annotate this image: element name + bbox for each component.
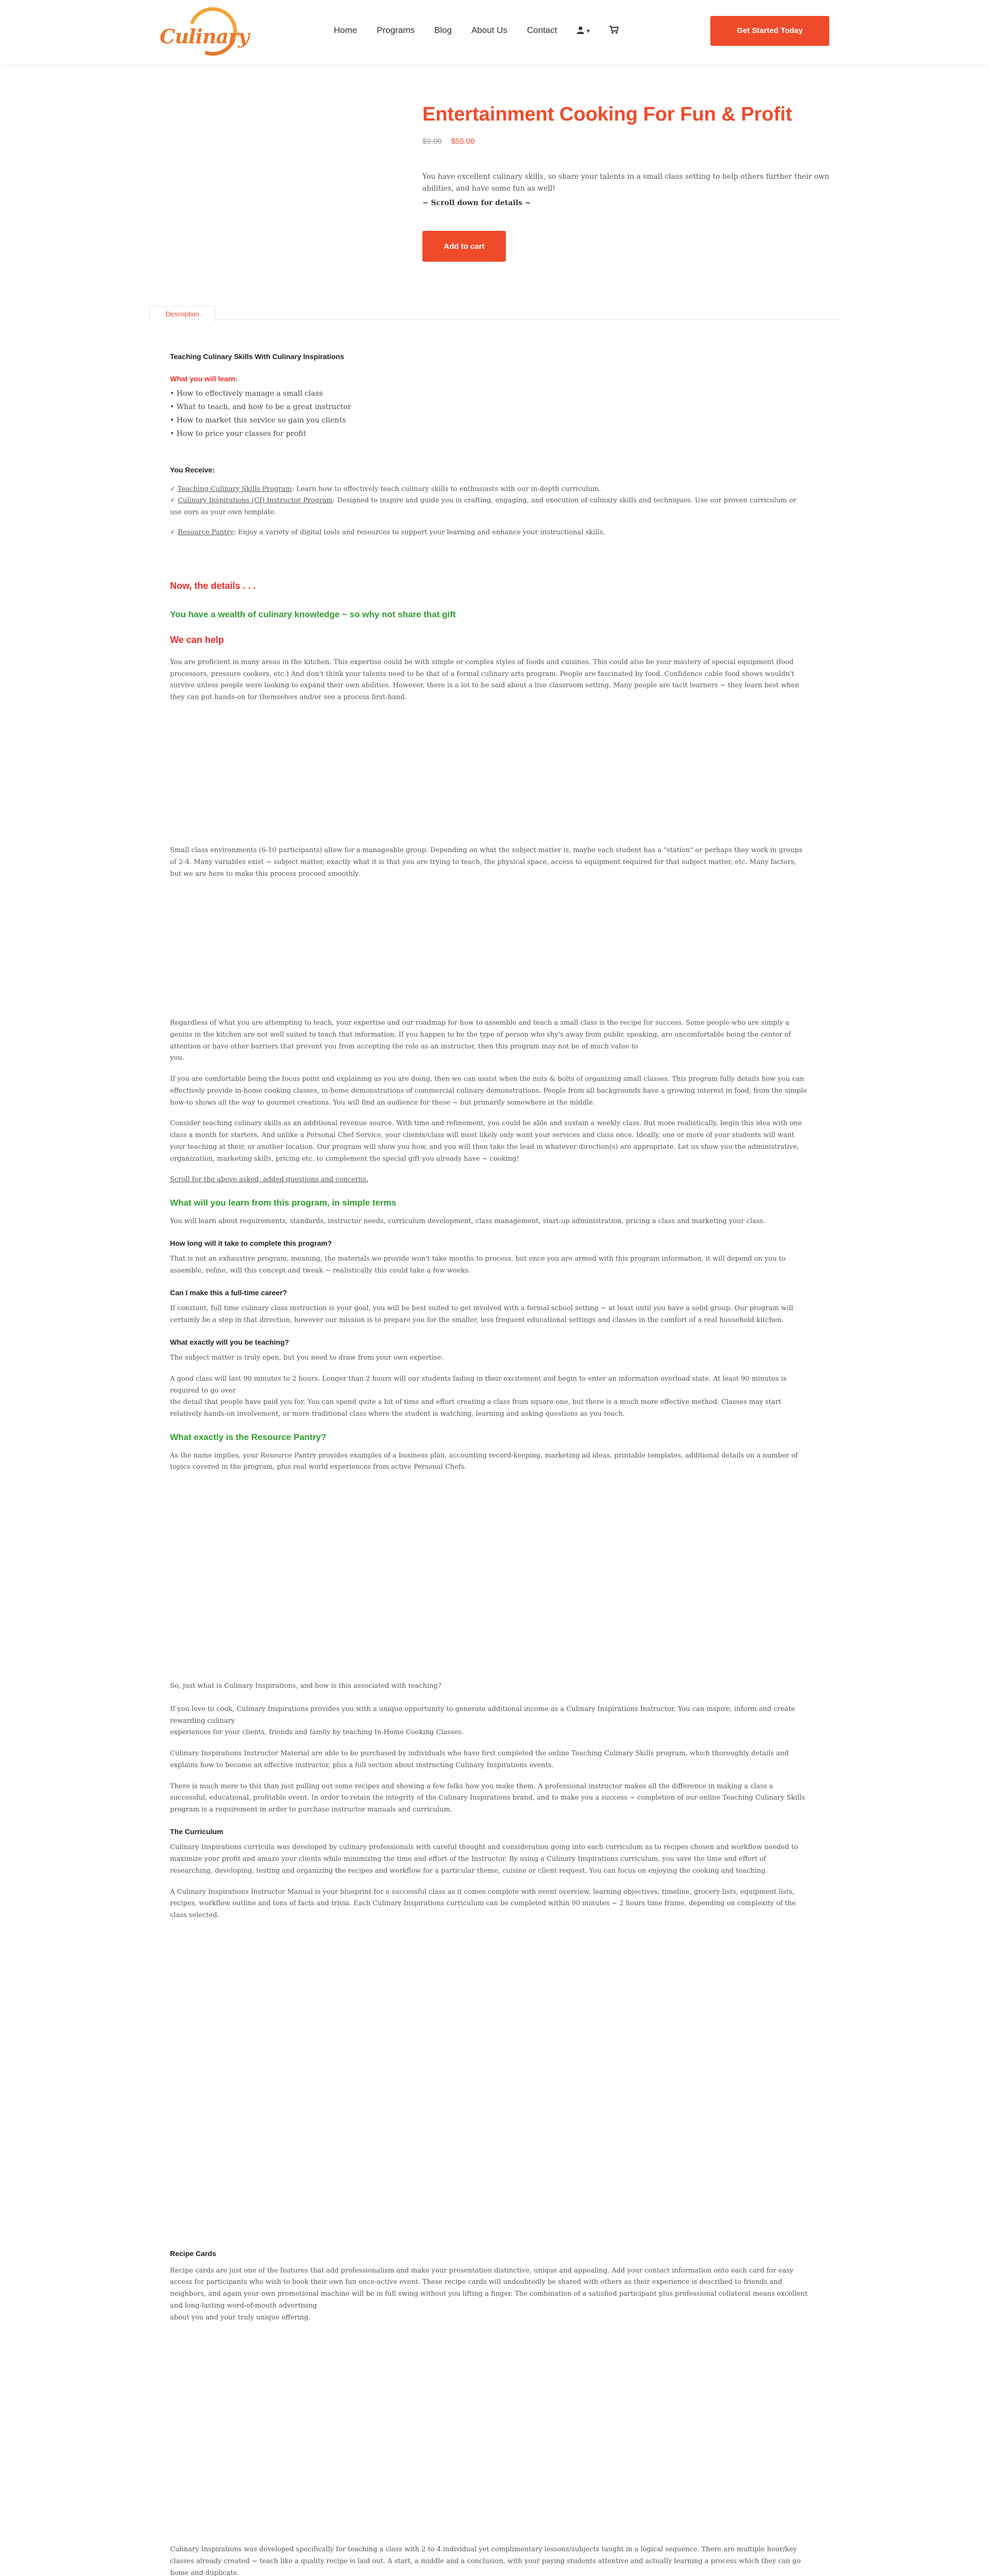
nav-blog[interactable]: Blog bbox=[434, 25, 452, 35]
paragraph-curriculum: Culinary Inspirations curricula was developed by culinary professionals with careful thought and consideration going into each curriculum as to recipes chosen and workflow needed to maximize your profit and amaze your clients while minimizing the time and effort of the Instructor. By using a Culinary Inspirations curriculum, you save the time and effort of researching, developing, testing and organizing the recipes and workflow for a particular theme, cuisine or client request. You can focus on enjoying the cooking and teaching. bbox=[170, 1843, 798, 1875]
scroll-hint: ~ Scroll down for details ~ bbox=[422, 199, 531, 207]
paragraph-small-class: Small class environments (6-10 participants) allow for a manageable group. Depending on what the subject matter is, maybe each student has a "station" or perhaps they work in groups of 2-4. Many variables exist ~ subject matter, exactly what it is that you are trying to teach, the physical space, access to equipment required for that subject matter, etc. Many factors, but we are here to make this process proceed smoothly. bbox=[170, 846, 803, 878]
receive-section: You Receive: ✓ Teaching Culinary Skills Program: Learn how to effectively teach culinary skills to enthusiasts with our in-depth curriculum. ✓ Culinary Inspirations (CI) Instructor Program: Designed to inspire and guide you in crafting, engaging, and execution of culinary skills and techniques. Use our proven curriculum or use ours as your own template. ✓ Resource Pantry: Enjoy a variety of digital tools and resources to support your learning and enhance your instructional skills. bbox=[170, 464, 809, 548]
paragraph-much-more: There is much more to this than just pulling out some recipes and showing a few folks how you make them. A professional instructor makes all the difference in making a class a successful, educational, profitable event. In order to retain the integrity of the Culinary Inspirations brand, and to make you a success ~ completion of our online Teaching Culinary Skills program is a requirement in order to purchase instructor manuals and curriculum. bbox=[170, 1782, 805, 1814]
get-started-button[interactable]: Get Started Today bbox=[710, 16, 829, 46]
cart-button[interactable] bbox=[609, 24, 619, 38]
receive-item-text: : Enjoy a variety of digital tools and resources to support your learning and enhance your instructional skills. bbox=[233, 528, 605, 536]
details-heading: Now, the details . . . bbox=[170, 581, 256, 591]
paragraph-regardless: Regardless of what you are attempting to teach, your expertise and our roadmap for how to assemble and teach a small class is the recipe for success. Some people who are simply a genius in the kitchen are not well suited to teach that information. If you happen to be the type of person who shy's away from public speaking, are uncomfortable being the center of attention or have other barriers that prevent you from accepting the role as an instructor, then this program may not be of much value to bbox=[170, 1019, 791, 1050]
paragraph-simple: You will learn about requirements, standards, instructor needs, curriculum development, class management, start-up administration, pricing a class and marketing your class. bbox=[170, 1217, 765, 1225]
curriculum-heading: The Curriculum bbox=[170, 1827, 224, 1836]
answer-career: If constant, full time culinary class instruction is your goal, you will be best suited to get involved with a formal school setting ~ at least until you have a solid group. Our program will certainly be a step in that direction, however our mission is to prepare you for the smaller, less frequent educational settings and classes in the comfort of a real household kitchen. bbox=[170, 1304, 793, 1324]
list-item: • How to price your classes for profit bbox=[170, 430, 306, 438]
price-original: $9.00 bbox=[422, 137, 442, 146]
tab-description[interactable]: Description bbox=[149, 306, 215, 323]
ci-instructor-link[interactable]: Culinary Inspirations (CI) Instructor Program bbox=[178, 497, 333, 505]
paragraph-what-is-ci: So, just what is Culinary Inspirations, and how is this associated with teaching? bbox=[170, 1682, 441, 1690]
regardless-section bbox=[170, 1018, 809, 1483]
price-row bbox=[422, 135, 475, 148]
resource-pantry-heading: What exactly is the Resource Pantry? bbox=[170, 1432, 327, 1442]
site-header bbox=[0, 0, 989, 64]
product-title: Entertainment Cooking For Fun & Profit bbox=[422, 104, 792, 125]
resource-pantry-link[interactable]: Resource Pantry bbox=[178, 528, 234, 536]
product-short-description: You have excellent culinary skills, so share your talents in a small class setting to help others further their own abilities, and have some fun as well! bbox=[422, 173, 829, 193]
answer-teaching: The subject matter is truly open, but you need to draw from your own expertise. bbox=[170, 1354, 444, 1362]
share-gift-heading: You have a wealth of culinary knowledge ~ so why not share that gift bbox=[170, 609, 456, 619]
we-can-help-heading: We can help bbox=[170, 635, 224, 646]
user-icon bbox=[577, 26, 584, 34]
paragraph-if-you-love: If you love to cook, Culinary Inspirations provides you with a unique opportunity to generate additional income as a Culinary Inspirations Instructor. You can inspire, inform and create rewarding culinary bbox=[170, 1705, 795, 1725]
paragraph-developed: Culinary Inspirations was developed specifically for teaching a class with 2 to 4 individual yet complimentary lessons/subjects taught in a logical sequence. There are multiple hour/key classes already created ~ teach like a quality recipe is laid out. A start, a middle and a conclusion, with your paying students attentive and actually learning a process which they can go home and duplicate. bbox=[170, 2546, 801, 2576]
question-career: Can I make this a full-time career? bbox=[170, 1288, 287, 1297]
paragraph-recipe-cards: Recipe cards are just one of the features that add professionalism and make your presentation distinctive, unique and appealing. Add your contact information onto each card for easy access for participants who wish to book their own fun once-active event. These recipe cards will undoubtedly be shared with others as their experience is described to friends and neighbors, and again your own promotional machine will be in full swing without you lifting a finger. The combination of a satisfied participant plus professional collateral means excellent and long-lasting word-of-mouth advertising bbox=[170, 2266, 808, 2310]
ci-section bbox=[170, 1681, 809, 1931]
nav-about-us[interactable]: About Us bbox=[471, 25, 508, 35]
nav-contact[interactable]: Contact bbox=[527, 25, 557, 35]
details-section bbox=[170, 578, 809, 713]
paragraph-proficient: You are proficient in many areas in the kitchen. This expertise could be with simple or complex styles of foods and cuisines. This could also be your mastery of special equipment (food processors, pressure cookers, etc.) And don't think your talents need to be that of a formal culinary arts program. People are fascinated by food. Confidence cable food shows wouldn't survive unless people were looking to expand their own abilities. However, there is a lot to be said about a live classroom setting. Many people are tacit learners ~ they learn best when they can put hands-on for themselves and/or see a process first-hand. bbox=[170, 658, 799, 701]
tab-divider bbox=[149, 319, 840, 320]
question-teaching: What exactly will you be teaching? bbox=[170, 1337, 289, 1346]
paragraph-class-length: A good class will last 90 minutes to 2 hours. Longer than 2 hours will our students fading in their excitement and begin to enter an information overload state. At least 90 minutes is required to go over bbox=[170, 1375, 787, 1395]
answer-how-long: That is not an exhaustive program, meaning, the materials we provide won't take months to process, but once you are armed with this program information, it will depend on you to assemble, refine, will this concept and tweak ~ realistically this could take a few weeks. bbox=[170, 1255, 786, 1275]
receive-item-text: : Learn how to effectively teach culinary skills to enthusiasts with our in-depth curriculum. bbox=[292, 485, 601, 493]
simple-terms-heading: What will you learn from this program, in simple terms bbox=[170, 1198, 397, 1208]
learn-heading: What you will learn: bbox=[170, 374, 238, 383]
nav-programs[interactable]: Programs bbox=[377, 25, 415, 35]
account-menu[interactable] bbox=[577, 24, 590, 38]
list-item: • How to effectively manage a small class bbox=[170, 389, 323, 398]
paragraph-recipe-cards-end: about you and your truly unique offering. bbox=[170, 2313, 311, 2321]
teaching-skills-link[interactable]: Teaching Culinary Skills Program bbox=[178, 485, 292, 493]
description-heading: Teaching Culinary Skills With Culinary Inspirations bbox=[170, 352, 345, 361]
receive-heading: You Receive: bbox=[170, 466, 215, 474]
list-item: • How to market this service so gain you clients bbox=[170, 416, 346, 425]
site-logo[interactable] bbox=[157, 7, 249, 56]
paragraph-pantry: As the name implies, your Resource Pantry provides examples of a business plan, accounting record-keeping, marketing ad ideas, printable templates, additional details on a number of topics covered in the program, plus real world experiences from active Personal Chefs. bbox=[170, 1451, 798, 1471]
development-section bbox=[170, 2544, 809, 2576]
question-how-long: How long will it take to complete this program? bbox=[170, 1239, 332, 1247]
paragraph-consider: Consider teaching culinary skills as an additional revenue source. With time and refinement, you could be able and sustain a weekly class. But more realistically, begin this idea with one class a month for starters. And unlike a Personal Chef Service, your clients/class will most likely only want your services and class once. Ideally, one or more of your students will want your teaching at their, or another location. Our program will show you how, and you will then take the lead in whatever direction(s) are appropriate. Let us show you the administrative, organization, marketing skills, pricing etc. to complement the special gift you already have ~ cooking! bbox=[170, 1120, 802, 1163]
paragraph-focus: If you are comfortable being the focus point and explaining as you are doing, then we can assist when the nuts & bolts of organizing small classes. This program fully details how you can effectively provide in-home cooking classes, in-home demonstrations of commercial culinary demonstrations. People from all backgrounds have a growing interest in food, from the simple how-to shows all the way to gourmet creations. You will find an audience for these ~ but primarily somewhere in the middle. bbox=[170, 1075, 807, 1107]
faq-link[interactable]: Scroll for the above asked, added questions and concerns. bbox=[170, 1176, 369, 1184]
receive-item-text: : Designed to inspire and guide you in crafting, engaging, and execution of culinary skills and techniques. Use our proven curriculum or use ours as your own template. bbox=[170, 497, 796, 516]
logo-text: Culinary bbox=[160, 25, 249, 48]
list-item: • What to teach, and how to be a great instructor bbox=[170, 403, 351, 411]
paragraph-if-you-love-end: experiences for your clients, friends and family by teaching In-Home Cooking Classes. bbox=[170, 1728, 464, 1737]
paragraph-regardless-end: you. bbox=[170, 1054, 184, 1062]
paragraph-class-detail: the detail that people have paid you for. You can spend quite a bit of time and effort creating a class from square one, but there is a much more effective method. Classes may start relatively hands-on involvement, or more traditional class where the student is watching, learning and asking questions as you teach. bbox=[170, 1398, 781, 1418]
paragraph-instructor-material: Culinary Inspirations Instructor Material are able to be purchased by individuals who have first completed the online Teaching Culinary Skills program, which thoroughly details and explains how to become an effective instructor, plus a full section about instructing Culinary Inspirations events. bbox=[170, 1750, 789, 1769]
price-sale: $55.00 bbox=[451, 137, 475, 146]
recipe-cards-section bbox=[170, 2247, 809, 2333]
description-intro bbox=[170, 350, 809, 440]
chevron-down-icon: ▾ bbox=[587, 27, 590, 35]
nav-home[interactable]: Home bbox=[334, 25, 357, 35]
main-nav bbox=[334, 24, 638, 38]
add-to-cart-button[interactable]: Add to cart bbox=[422, 231, 506, 262]
recipe-cards-heading: Recipe Cards bbox=[170, 2249, 216, 2258]
cart-icon bbox=[609, 26, 619, 34]
learn-list bbox=[170, 387, 809, 440]
paragraph-instructor-manual: A Culinary Inspirations Instructor Manual is your blueprint for a successful class as it comes complete with event overview, learning objectives, timeline, grocery lists, equipment lists, recipes, workflow outline and tons of facts and trivia. Each Culinary Inspirations curriculum can be completed within 90 minutes ~ 2 hours time frame, depending on complexity of the class selected. bbox=[170, 1888, 796, 1919]
